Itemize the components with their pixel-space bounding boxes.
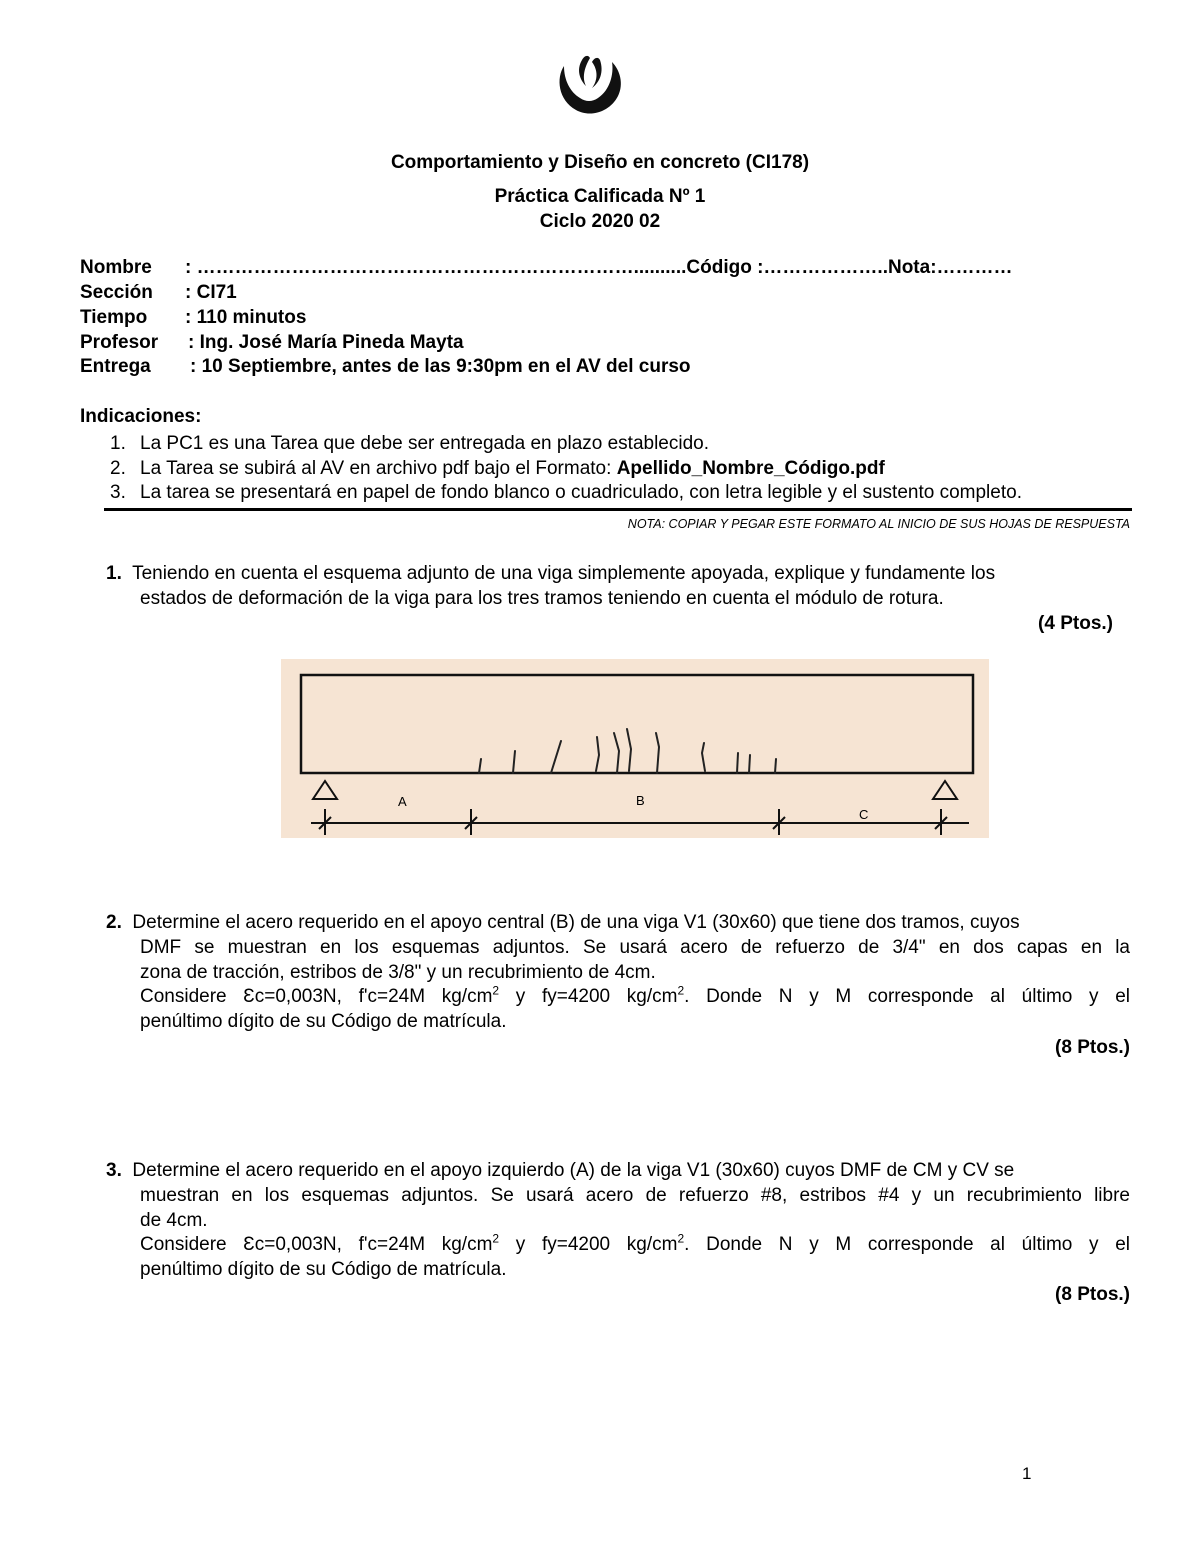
indicacion-item xyxy=(110,458,885,480)
q3-line1 xyxy=(106,1160,1014,1182)
tiempo-row xyxy=(80,307,306,329)
profesor-label: Profesor xyxy=(80,332,159,353)
label-a: A xyxy=(398,794,407,809)
seccion-value: : CI71 xyxy=(185,282,237,303)
entrega-row xyxy=(80,356,691,378)
q1-text-1: Teniendo en cuenta el esquema adjunto de una viga simplemente apoyada, explique y fundamente los xyxy=(132,563,996,584)
q2-text-1: Determine el acero requerido en el apoyo central (B) de una viga V1 (30x60) que tiene dos tramos, cuyos xyxy=(132,912,1020,933)
label-b: B xyxy=(636,793,645,808)
q3-number: 3. xyxy=(106,1160,122,1181)
q3-points: (8 Ptos.) xyxy=(1055,1284,1130,1305)
q2-text-2: DMF se muestran en los esquemas adjuntos. Se usará acero de refuerzo de 3/4" en dos capas en la xyxy=(140,937,1130,958)
profesor-value: : Ing. José María Pineda Mayta xyxy=(188,332,464,353)
q2-points: (8 Ptos.) xyxy=(1055,1037,1130,1058)
profesor-row xyxy=(80,332,464,354)
entrega-label: Entrega xyxy=(80,356,151,377)
indicacion-text: La PC1 es una Tarea que debe ser entregada en plazo establecido. xyxy=(140,433,710,454)
q3-text-2: muestran en los esquemas adjuntos. Se usará acero de refuerzo #8, estribos #4 y un recubrimiento libre xyxy=(140,1185,1130,1206)
q3-text-4: Considere Ɛc=0,003N, f'c=24M $kg/cm^2$ y fy=4200 $kg/cm^2$. Donde N y M corresponde al último y el xyxy=(140,1231,1130,1255)
q2-text-3: zona de tracción, estribos de 3/8" y un recubrimiento de 4cm. xyxy=(140,962,656,983)
indicacion-text: La Tarea se subirá al AV en archivo pdf bajo el Formato: xyxy=(140,458,617,479)
indicacion-item xyxy=(110,433,709,455)
q2-line1 xyxy=(106,912,1020,934)
indicaciones-title: Indicaciones: xyxy=(80,406,202,427)
entrega-value: : 10 Septiembre, antes de las 9:30pm en el AV del curso xyxy=(190,356,691,377)
q3-text-5: penúltimo dígito de su Código de matrícula. xyxy=(140,1259,507,1280)
indicacion-item xyxy=(110,482,1022,504)
indicacion-number: 3. xyxy=(110,482,126,503)
q2-text-4: Considere Ɛc=0,003N, f'c=24M $kg/cm^2$ y fy=4200 $kg/cm^2$. Donde N y M corresponde al último y el xyxy=(140,983,1130,1007)
q1-number: 1. xyxy=(106,563,122,584)
indicacion-format: Apellido_Nombre_Código.pdf xyxy=(616,458,885,479)
q3-text-1: Determine el acero requerido en el apoyo izquierdo (A) de la viga V1 (30x60) cuyos DMF de CM y CV se xyxy=(132,1160,1015,1181)
course-title: Comportamiento y Diseño en concreto (CI178) xyxy=(390,152,810,173)
q2-text-5: penúltimo dígito de su Código de matrícula. xyxy=(140,1011,507,1032)
beam-diagram xyxy=(281,659,989,838)
q3-text-3: de 4cm. xyxy=(140,1210,208,1231)
cycle-title: Ciclo 2020 02 xyxy=(539,211,661,232)
nombre-label: Nombre xyxy=(80,257,152,278)
q1-line1 xyxy=(106,563,995,585)
seccion-row xyxy=(80,282,237,304)
university-logo-icon xyxy=(552,52,624,118)
page-number: 1 xyxy=(1022,1464,1032,1483)
q1-text-2: estados de deformación de la viga para los tres tramos teniendo en cuenta el módulo de rotura. xyxy=(140,588,944,609)
indicacion-text: La tarea se presentará en papel de fondo blanco o cuadriculado, con letra legible y el sustento completo. xyxy=(140,482,1022,503)
label-c: C xyxy=(859,807,869,822)
nombre-value: : ……………………………………………………………..........Código :………………..Nota:………… xyxy=(185,257,1013,278)
nota-text: NOTA: COPIAR Y PEGAR ESTE FORMATO AL INICIO DE SUS HOJAS DE RESPUESTA xyxy=(627,517,1130,531)
indicacion-number: 1. xyxy=(110,433,126,454)
seccion-label: Sección xyxy=(80,282,153,303)
tiempo-label: Tiempo xyxy=(80,307,148,328)
divider xyxy=(104,508,1132,511)
indicacion-number: 2. xyxy=(110,458,126,479)
q2-number: 2. xyxy=(106,912,122,933)
figure-background xyxy=(281,659,989,838)
exam-title: Práctica Calificada Nº 1 xyxy=(494,186,706,207)
tiempo-value: : 110 minutos xyxy=(185,307,307,328)
nombre-row xyxy=(80,257,1013,279)
q1-points: (4 Ptos.) xyxy=(1038,613,1113,634)
